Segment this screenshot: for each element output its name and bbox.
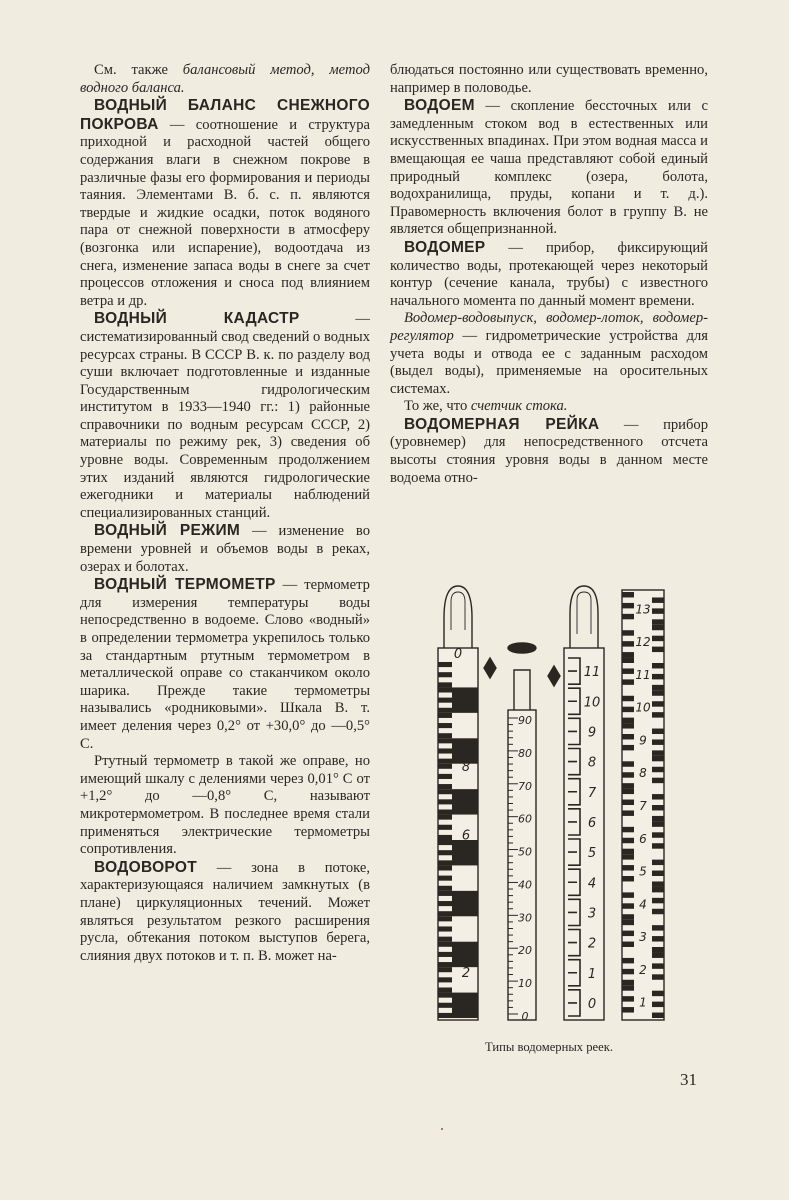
scale-tick xyxy=(438,738,452,743)
scale-tick xyxy=(622,679,634,684)
continuation-text: блюдаться постоянно или существовать временно, например в половодье. xyxy=(390,62,708,96)
rail-4-label: 12 xyxy=(635,635,651,650)
scale-tick xyxy=(438,723,452,728)
scale-tick xyxy=(438,876,452,881)
right-column xyxy=(390,62,708,487)
scale-tick xyxy=(438,916,452,921)
entry-whirlpool xyxy=(80,859,370,966)
entry-body: — изменение во времени уровней и объемов воды в реках, озерах и болотах. xyxy=(80,523,371,575)
scale-tick xyxy=(438,713,452,718)
scale-tick xyxy=(438,840,452,845)
scale-tick xyxy=(652,952,664,957)
scale-tick xyxy=(652,991,664,996)
scale-tick xyxy=(652,701,664,706)
scale-tick xyxy=(438,835,452,840)
scale-tick xyxy=(438,682,452,687)
gauge-rail-4 xyxy=(622,590,664,1020)
entry-cadastre xyxy=(80,310,370,522)
intro-refs: балансовый метод, метод водного баланса. xyxy=(80,62,370,96)
entry-body: — соотношение и структура приходной и расходной частей общего содержания влаги в снежном покрове в различные фазы его формирования и периоды таяния. Элементами В. б. с. п. являются твердые и жидкие осадки, поток водяного пара от снежной поверхности в атмосферу (возгонка или испарение), водоотдача из снега, изменение запаса воды в снеге за счет процессов отложения и сноса под влиянием ветра и др. xyxy=(80,116,370,309)
scale-tick xyxy=(438,662,452,667)
scale-tick xyxy=(622,810,634,815)
scale-tick xyxy=(652,805,664,810)
scale-block xyxy=(452,993,478,1018)
rail-2-label: 60 xyxy=(518,812,532,826)
scale-tick xyxy=(652,750,664,755)
rail-1-label: 0 xyxy=(453,647,463,662)
scale-tick xyxy=(622,958,634,963)
rail-2-label: 80 xyxy=(518,746,532,760)
rail-3-label: 8 xyxy=(587,755,597,771)
types-terms: Водомер-водовыпуск, водомер-лоток, водомер-регулятор xyxy=(390,310,708,344)
entry-term: ВОДНЫЙ РЕЖИМ xyxy=(94,522,241,540)
scale-tick xyxy=(622,592,634,597)
scale-tick xyxy=(438,774,452,779)
scale-tick xyxy=(622,614,634,619)
rail-2-label: 0 xyxy=(521,1010,529,1023)
scale-tick xyxy=(652,729,664,734)
rail-2-label: 20 xyxy=(518,944,532,958)
diamond-left xyxy=(484,658,496,678)
scale-tick xyxy=(438,764,452,769)
figure-caption: Типы водомерных реек. xyxy=(485,1040,613,1054)
entry-water-meter xyxy=(390,239,708,310)
water-meter-types xyxy=(390,310,708,398)
rail-4-label: 2 xyxy=(639,962,647,977)
scale-tick xyxy=(438,1013,452,1018)
page-number: 31 xyxy=(680,1070,697,1089)
scale-tick xyxy=(652,821,664,826)
scale-tick xyxy=(652,832,664,837)
scale-tick xyxy=(622,876,634,881)
rail-4-label: 11 xyxy=(635,667,651,682)
rail-4-label: 9 xyxy=(639,733,647,748)
scale-tick xyxy=(438,799,452,804)
rail-3-label: 4 xyxy=(587,876,597,892)
see-also-prefix: То же, что xyxy=(404,398,471,415)
scale-tick xyxy=(438,708,452,713)
scale-tick xyxy=(438,733,452,738)
scale-tick xyxy=(622,942,634,947)
staff-cap xyxy=(508,643,536,653)
scale-tick xyxy=(438,687,452,692)
rail-1-label: 10 xyxy=(457,691,475,707)
rail-3-label: 7 xyxy=(587,785,597,801)
scale-tick xyxy=(622,985,634,990)
scale-tick xyxy=(622,707,634,712)
scale-tick xyxy=(622,849,634,854)
scale-tick xyxy=(622,980,634,985)
scale-tick xyxy=(652,685,664,690)
scale-tick xyxy=(622,723,634,728)
scale-tick xyxy=(652,778,664,783)
rail-3-label: 1 xyxy=(587,966,597,982)
entry-regime xyxy=(80,522,370,576)
scale-tick xyxy=(438,911,452,916)
scale-tick xyxy=(652,936,664,941)
scale-tick xyxy=(652,608,664,613)
rail-2-label: 40 xyxy=(518,878,532,892)
scale-tick xyxy=(622,652,634,657)
scale-tick xyxy=(652,690,664,695)
scale-tick xyxy=(652,636,664,641)
scale-tick xyxy=(438,886,452,891)
scale-tick xyxy=(622,783,634,788)
entry-snow-balance xyxy=(80,97,370,310)
scale-tick xyxy=(438,759,452,764)
rail-4-label: 4 xyxy=(639,897,647,912)
scale-tick xyxy=(652,887,664,892)
scale-tick xyxy=(622,696,634,701)
scale-tick xyxy=(622,969,634,974)
rail-3-label: 2 xyxy=(587,936,597,952)
scale-tick xyxy=(622,903,634,908)
scale-tick xyxy=(622,641,634,646)
scale-tick xyxy=(652,898,664,903)
scale-tick xyxy=(438,977,452,982)
scale-tick xyxy=(622,734,634,739)
rail-1-label: 4 xyxy=(461,897,471,913)
entry-body: — прибор, фиксирующий количество воды, протекающей через некоторый контур (сечение канала, трубы) с известного начального момента по данный момент времени. xyxy=(390,239,708,309)
scale-tick xyxy=(622,865,634,870)
entry-term: ВОДНЫЙ КАДАСТР xyxy=(94,310,300,328)
entry-body: — систематизированный свод сведений о водных ресурсах страны. В СССР В. к. по разделу вод суши включает подготовленные и изданные Государственным гидрологическим институтом в 1933—1940 гг.: 1) районные справочники по водным ресурсам СССР, 2) материалы по режиму рек, 3) сведения об уровне воды. Современным продолжением этих изданий являются гидрологические ежегодники и материалы наблюдений специализированных станций. xyxy=(80,311,370,521)
rail-3-label: 6 xyxy=(587,815,597,831)
scale-tick xyxy=(652,909,664,914)
scale-tick xyxy=(652,871,664,876)
scale-tick xyxy=(652,974,664,979)
scale-tick xyxy=(438,987,452,992)
scale-tick xyxy=(652,767,664,772)
scale-tick xyxy=(622,603,634,608)
rail-4-label: 8 xyxy=(639,766,647,781)
rail-2-label: 90 xyxy=(518,714,532,727)
scale-tick xyxy=(652,647,664,652)
scale-tick xyxy=(652,963,664,968)
scale-tick xyxy=(622,789,634,794)
scale-block xyxy=(452,789,478,814)
scale-tick xyxy=(652,925,664,930)
scale-tick xyxy=(622,920,634,925)
rail-2-label: 10 xyxy=(518,977,532,991)
scale-tick xyxy=(652,663,664,668)
scale-tick xyxy=(622,745,634,750)
scale-tick xyxy=(438,815,452,820)
entry-term: ВОДНЫЙ БАЛАНС СНЕЖНОГО ПОКРОВА xyxy=(80,97,370,133)
scale-tick xyxy=(438,865,452,870)
rail-3-label: 0 xyxy=(587,996,597,1012)
entry-term: ВОДОВОРОТ xyxy=(94,858,197,876)
rail-2-label: 70 xyxy=(518,779,532,793)
left-column xyxy=(80,62,370,965)
intro-see-also: См. также балансовый метод, метод водного баланса. xyxy=(80,62,370,96)
scale-tick xyxy=(622,658,634,663)
scale-tick xyxy=(652,1002,664,1007)
scale-tick xyxy=(622,838,634,843)
see-also-term: счетчик стока. xyxy=(470,398,568,415)
gauge-rail-2 xyxy=(508,670,536,1023)
scale-tick xyxy=(438,825,452,830)
scale-tick xyxy=(622,827,634,832)
rail-4-label: 5 xyxy=(639,864,647,879)
scale-tick xyxy=(438,891,452,896)
rail-2-label: 50 xyxy=(518,845,532,859)
scale-tick xyxy=(652,794,664,799)
rail-1-label: 2 xyxy=(461,965,471,981)
scale-tick xyxy=(438,672,452,677)
scale-tick xyxy=(622,854,634,859)
scale-tick xyxy=(652,947,664,952)
scale-block xyxy=(452,942,478,967)
scale-tick xyxy=(438,962,452,967)
scale-tick xyxy=(438,901,452,906)
scale-tick xyxy=(652,712,664,717)
entry-term: ВОДНЫЙ ТЕРМОМЕТР xyxy=(94,576,276,594)
scale-tick xyxy=(438,942,452,947)
scale-tick xyxy=(622,996,634,1001)
scale-tick xyxy=(622,800,634,805)
scale-tick xyxy=(652,843,664,848)
staff-gauges-figure xyxy=(418,578,678,1028)
scale-tick xyxy=(652,881,664,886)
entry-body: — прибор (уровнемер) для непосредственного отсчета высоты стояния уровня воды в данном месте водоема отно- xyxy=(390,416,708,486)
scale-tick xyxy=(438,926,452,931)
scale-tick xyxy=(652,739,664,744)
entry-term: ВОДОЕМ xyxy=(404,97,475,115)
rail-3-label: 3 xyxy=(587,906,597,922)
scale-tick xyxy=(438,850,452,855)
scale-tick xyxy=(438,698,452,703)
scale-tick xyxy=(438,952,452,957)
rail-2-label: 30 xyxy=(518,911,532,925)
scale-tick xyxy=(622,630,634,635)
scale-block xyxy=(452,840,478,865)
diamond-right xyxy=(548,666,560,686)
scale-tick xyxy=(652,619,664,624)
scale-tick xyxy=(622,718,634,723)
scale-tick xyxy=(438,1003,452,1008)
thermometer-paragraph: Ртутный термометр в такой же оправе, но имеющий шкалу с делениями через 0,01° С от +1,2° до —0,8° С, называют микротермометром. В последнее время стали применяться электрические термометры сопротивления. xyxy=(80,753,370,858)
scale-tick xyxy=(652,597,664,602)
entry-term: ВОДОМЕРНАЯ РЕЙКА xyxy=(404,415,600,433)
scale-tick xyxy=(438,784,452,789)
scale-tick xyxy=(652,674,664,679)
entry-body: — скопление бессточных или с замедленным стоком вод в естественных или искусственных впадинах. При этом водная масса и вмещающая ее чаша представляют собой единый природный комплекс (озера, болота, водохранилища, пруды, копани и т. д.). Правомерность включения болот в группу В. не является общепризнанной. xyxy=(390,98,708,238)
rail-4-label: 7 xyxy=(639,799,647,813)
scale-tick xyxy=(438,809,452,814)
rail-1-label: 8 xyxy=(461,759,471,775)
rail-1-label: 6 xyxy=(461,828,471,844)
entry-term: ВОДОМЕР xyxy=(404,238,486,256)
rail-4-label: 6 xyxy=(639,831,647,846)
entry-reservoir xyxy=(390,97,708,239)
rail-3-label: 10 xyxy=(583,695,601,711)
paper-speck xyxy=(441,1128,443,1130)
rail-4-label: 13 xyxy=(635,602,651,617)
gauge-rail-3 xyxy=(564,586,604,1020)
scale-tick xyxy=(622,772,634,777)
entry-body: — зона в потоке, характеризующаяся наличием замкнутых (в плане) циркуляционных течений. Может являться результатом резкого расширения русла, обтекания потоком выступов берега, слияния двух потоков и т. п. В. может на- xyxy=(80,859,370,964)
scale-tick xyxy=(652,1013,664,1018)
rail-3-label: 9 xyxy=(587,725,597,741)
scale-tick xyxy=(622,761,634,766)
scale-tick xyxy=(438,993,452,998)
scale-tick xyxy=(438,748,452,753)
scale-tick xyxy=(622,914,634,919)
entry-thermometer xyxy=(80,576,370,753)
gauge-rail-1 xyxy=(438,586,478,1020)
rail-4-label: 10 xyxy=(635,700,651,715)
scale-tick xyxy=(438,937,452,942)
rail-4-label: 3 xyxy=(639,930,647,945)
scale-tick xyxy=(652,756,664,761)
scale-tick xyxy=(438,967,452,972)
scale-tick xyxy=(622,668,634,673)
scale-tick xyxy=(622,931,634,936)
scale-tick xyxy=(622,892,634,897)
scale-tick xyxy=(438,789,452,794)
types-body: — гидрометрические устройства для учета воды и отвода ее с заданным расходом (выдел воды), применяемые на оросительных системах. xyxy=(390,327,708,397)
rail-4-label: 1 xyxy=(639,995,647,1010)
scale-tick xyxy=(652,625,664,630)
scale-tick xyxy=(652,860,664,865)
scale-tick xyxy=(652,816,664,821)
entry-staff-gauge xyxy=(390,416,708,487)
entry-body: — термометр для измерения температуры воды непосредственно в водоеме. Слово «водный» в определении термометра укрепилось только за стандартным ртутным термометром в металлической оправе со стаканчиком около шарика. Прежде такие термометры назывались «родниковыми». Шкала В. т. имеет деления через 0,2° от +30,0° до —0,5° С. xyxy=(80,577,370,752)
see-also-line xyxy=(390,398,708,416)
rail-3-label: 5 xyxy=(587,846,597,862)
scale-tick xyxy=(438,860,452,865)
rail-3-label: 11 xyxy=(583,665,601,681)
scale-tick xyxy=(622,1007,634,1012)
